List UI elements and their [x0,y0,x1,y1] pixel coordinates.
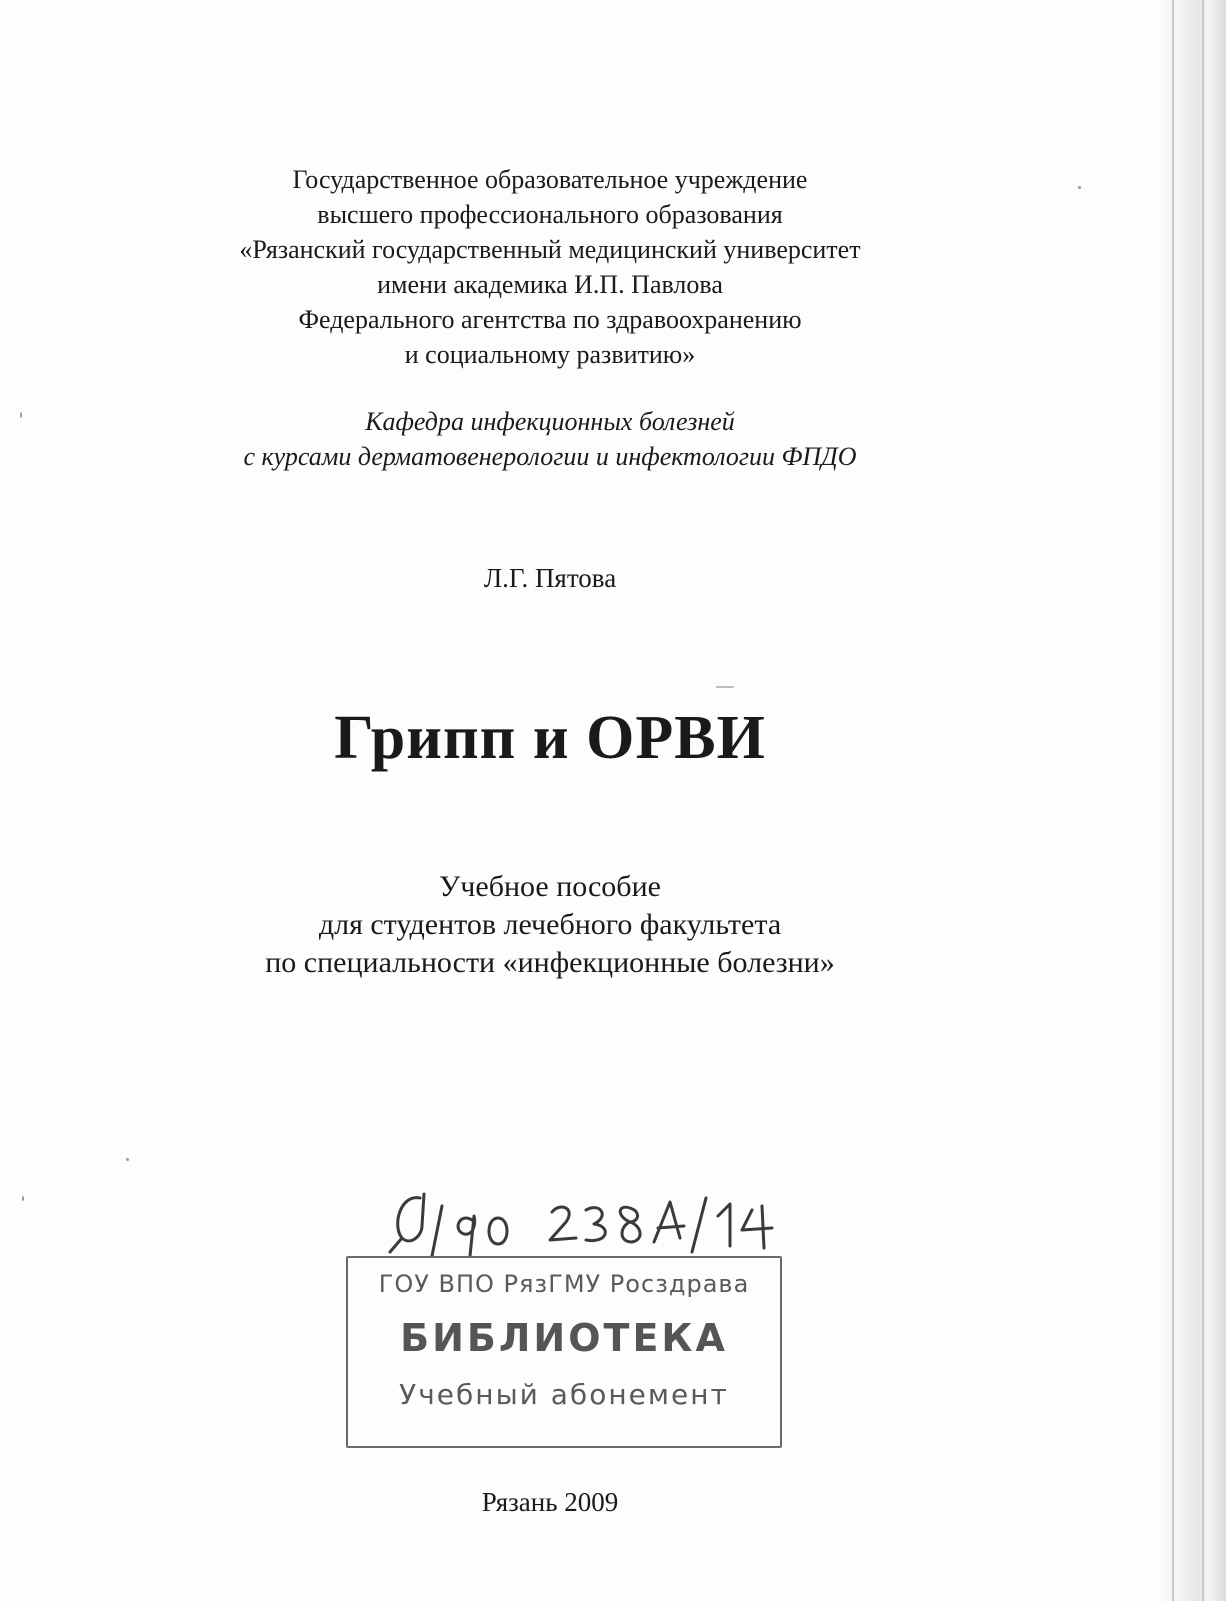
institution-line: высшего профессионального образования [317,200,783,229]
scan-speck [20,412,22,418]
scan-speck [126,1158,129,1161]
page-edge-shadow [1156,0,1226,1601]
book-title: Грипп и ОРВИ [334,704,766,772]
page-edge-line [1202,0,1204,1601]
institution-name [0,162,1100,372]
institution-line: и социальному развитию» [404,340,696,369]
stamp-institution: ГОУ ВПО РязГМУ Росздрава [378,1270,750,1298]
subtitle-line: Учебное пособие [439,870,661,903]
department-line: с курсами дерматовенерологии и инфектологии ФПДО [243,442,857,471]
library-stamp [346,1256,782,1448]
department-name [0,404,1100,474]
department-line: Кафедра инфекционных болезней [365,407,735,436]
author-name: Л.Г. Пятова [483,563,617,593]
scan-speck [22,1196,24,1201]
page-edge-line [1172,0,1174,1601]
stamp-subscription: Учебный абонемент [399,1378,729,1411]
institution-line: «Рязанский государственный медицинский университет [239,235,861,264]
subtitle-line: для студентов лечебного факультета [318,908,782,941]
book-subtitle [0,868,1100,982]
institution-line: имени академика И.П. Павлова [377,270,723,299]
subtitle-line: по специальности «инфекционные болезни» [265,946,835,979]
institution-line: Федерального агентства по здравоохранению [298,305,802,334]
institution-line: Государственное образовательное учреждение [292,165,808,194]
city-year: Рязань 2009 [481,1487,619,1517]
handwritten-accession-code [380,1186,800,1266]
stamp-library: БИБЛИОТЕКА [400,1316,728,1360]
scan-speck [716,686,734,688]
scan-speck [1078,186,1081,189]
